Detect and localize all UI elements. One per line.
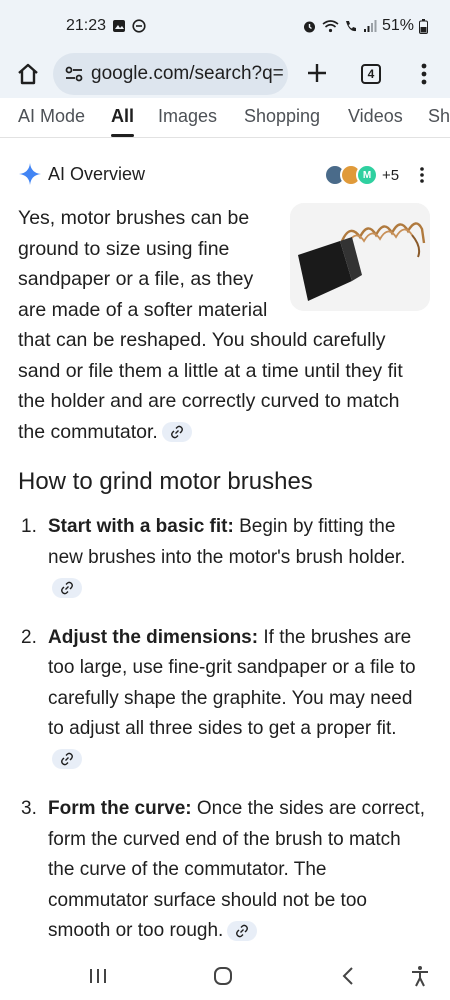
dnd-icon (132, 19, 146, 33)
search-tabs (0, 98, 450, 138)
tab-shopping-2[interactable]: Sh (428, 106, 450, 126)
step-title: Form the curve: (48, 798, 192, 819)
new-tab-icon[interactable] (303, 59, 331, 87)
step-text: Begin by fitting the new brushes into the motor's brush holder. (48, 516, 406, 568)
call-icon (344, 19, 358, 33)
step-text: Once the sides are correct, form the curved end of the brush to match the curve of the commutator. The commutator surface should not be too smooth or too rough. (48, 798, 425, 941)
list-item (18, 794, 430, 947)
clock: 21:23 (66, 17, 107, 34)
more-sources-count[interactable]: +5 (382, 166, 400, 184)
motor-brush-image[interactable] (290, 203, 430, 311)
list-item (18, 512, 430, 604)
battery-icon (419, 19, 428, 34)
tab-ai-mode[interactable]: AI Mode (18, 106, 86, 126)
signal-icon (363, 19, 377, 33)
home-circle-icon[interactable] (211, 964, 235, 988)
source-link-icon[interactable] (52, 749, 82, 769)
ai-overview-menu-icon[interactable] (416, 164, 428, 186)
tab-all[interactable]: All (111, 106, 135, 126)
wifi-icon (322, 19, 339, 33)
browser-toolbar (0, 50, 450, 98)
more-icon[interactable] (414, 61, 434, 87)
site-settings-icon[interactable] (63, 63, 85, 85)
status-bar (0, 0, 450, 50)
alarm-icon (302, 19, 317, 34)
recents-icon[interactable] (86, 964, 110, 988)
status-left (66, 17, 146, 35)
tab-videos[interactable]: Videos (348, 106, 403, 126)
active-tab-indicator (111, 134, 134, 137)
step-number: 2. (21, 626, 37, 648)
system-nav-bar (0, 952, 450, 1000)
source-avatar-letter: M (362, 169, 372, 181)
address-bar[interactable] (53, 53, 288, 95)
section-heading: How to grind motor brushes (18, 468, 313, 495)
source-avatar[interactable] (356, 164, 378, 186)
tab-shopping[interactable]: Shopping (244, 106, 321, 126)
tab-count: 4 (367, 67, 375, 81)
source-link-icon[interactable] (52, 578, 82, 598)
accessibility-icon[interactable] (408, 964, 432, 988)
steps-list (18, 512, 430, 966)
tab-images[interactable]: Images (158, 106, 218, 126)
tab-switcher-button[interactable] (361, 64, 381, 84)
step-title: Adjust the dimensions: (48, 626, 259, 648)
battery-percent: 51% (381, 17, 414, 34)
list-item (18, 623, 430, 776)
source-link-icon[interactable] (227, 921, 257, 941)
ai-overview-title: AI Overview (48, 164, 146, 184)
home-icon[interactable] (14, 60, 42, 88)
source-link-icon[interactable] (162, 422, 192, 442)
status-right (302, 17, 428, 35)
step-text: If the brushes are too large, use fine-grit sandpaper or a file to carefully shape the graphite. You may need to adjust all three sides to get a proper fit. (48, 626, 416, 739)
step-title: Start with a basic fit: (48, 516, 234, 537)
ai-sparkle-icon (18, 162, 42, 186)
intro-text: Yes, motor brushes can be ground to size using fine sandpaper or a file, as they are made of a softer material that can be reshaped. You should carefully sand or file them a little at a time until they fit the holder and are correctly curved to match the commutator. (18, 207, 403, 443)
back-icon[interactable] (337, 964, 361, 988)
ai-overview-header (18, 158, 438, 192)
step-number: 1. (21, 516, 37, 537)
source-avatars[interactable] (324, 161, 399, 189)
ai-overview-intro (18, 203, 430, 447)
step-number: 3. (21, 798, 37, 819)
gallery-icon (112, 19, 126, 33)
url-text[interactable]: google.com/search?q= (91, 63, 284, 84)
